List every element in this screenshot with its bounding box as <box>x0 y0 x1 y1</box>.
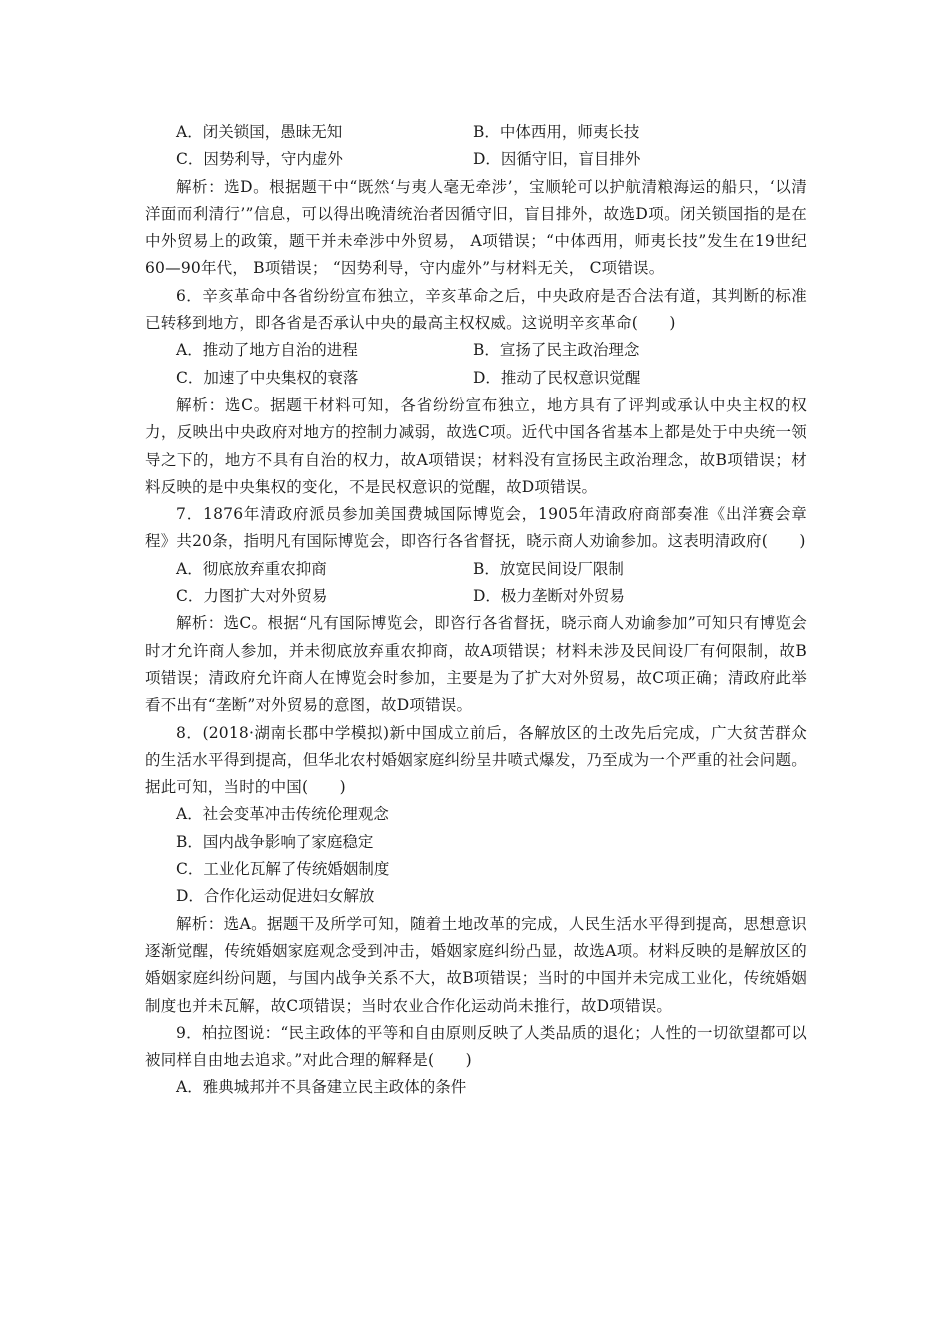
q7-stem: 7．1876年清政府派员参加美国费城国际博览会，1905年清政府商部奏准《出洋赛会章程》共20条，指明凡有国际博览会，即咨行各省督抚，晓示商人劝谕参加。这表明清政府( ) <box>145 505 807 551</box>
q7-options-row-1 <box>145 556 807 583</box>
q7-options-row-2 <box>145 583 807 610</box>
q6-stem: 6．辛亥革命中各省纷纷宣布独立，辛亥革命之后，中央政府是否合法有道，其判断的标准已转移到地方，即各省是否承认中央的最高主权权威。这说明辛亥革命( ) <box>145 286 807 333</box>
q5-option-d: D．因循守旧，盲目排外 <box>473 150 641 169</box>
q7-option-a: A．彻底放弃重农抑商 <box>176 559 327 578</box>
q8-option-a: A．社会变革冲击传统伦理观念 <box>176 805 389 824</box>
q5-option-b: B．中体西用，师夷长技 <box>473 123 640 141</box>
q6-option-b: B．宣扬了民主政治理念 <box>473 341 640 360</box>
q6-analysis: 解析：选C。据题干材料可知，各省纷纷宣布独立，地方具有了评判或承认中央主权的权力，反映出中央政府对地方的控制力减弱，故选C项。近代中国各省基本上都是处于中央统一领导之下的，地方不具有自治的权力，故A项错误；材料没有宣扬民主政治理念，故B项错误；材料反映的是中央集权的变化，不是民权意识的觉醒，故D项错误。 <box>145 395 807 496</box>
q6-option-c: C．加速了中央集权的衰落 <box>176 368 359 387</box>
q6-options-row-1 <box>145 337 807 364</box>
q7-option-b: B．放宽民间设厂限制 <box>473 559 624 578</box>
q8-option-b: B．国内战争影响了家庭稳定 <box>176 832 374 851</box>
q9-option-a: A．雅典城邦并不具备建立民主政体的条件 <box>176 1078 467 1097</box>
q8-option-d: D．合作化运动促进妇女解放 <box>176 887 375 906</box>
q8-stem: 8．(2018·湖南长郡中学模拟)新中国成立前后，各解放区的土改先后完成，广大贫苦群众的生活水平得到提高，但华北农村婚姻家庭纠纷呈井喷式爆发，乃至成为一个严重的社会问题。据此可知，当时的中国( ) <box>145 723 807 797</box>
q7-analysis: 解析：选C。根据“凡有国际博览会，即咨行各省督抚，晓示商人劝谕参加”可知只有博览会时才允许商人参加，并未彻底放弃重农抑商，故A项错误；材料未涉及民间设厂有何限制，故B项错误；清政府允许商人在博览会时参加，主要是为了扩大对外贸易，故C项正确；清政府此举看不出有“垄断”对外贸易的意图，故D项错误。 <box>145 614 807 715</box>
q6-option-d: D．推动了民权意识觉醒 <box>473 368 641 387</box>
q5-options-row-1 <box>145 119 807 146</box>
q6-option-a: A．推动了地方自治的进程 <box>176 341 358 360</box>
q8-option-c: C．工业化瓦解了传统婚姻制度 <box>176 860 390 879</box>
page-content <box>145 119 807 1102</box>
q9-stem: 9．柏拉图说：“民主政体的平等和自由原则反映了人类品质的退化；人性的一切欲望都可以被同样自由地去追求。”对此合理的解释是( ) <box>145 1023 807 1070</box>
q8-analysis: 解析：选A。据题干及所学可知，随着土地改革的完成，人民生活水平得到提高，思想意识逐渐觉醒，传统婚姻家庭观念受到冲击，婚姻家庭纠纷凸显，故选A项。材料反映的是解放区的婚姻家庭纠纷问题，与国内战争关系不大，故B项错误；当时的中国并未完成工业化，传统婚姻制度也并未瓦解，故C项错误；当时农业合作化运动尚未推行，故D项错误。 <box>145 914 807 1015</box>
q5-analysis: 解析：选D。根据题干中“既然‘与夷人毫无牵涉’，宝顺轮可以护航清粮海运的船只，‘以清洋面而利清行’”信息，可以得出晚清统治者因循守旧，盲目排外，故选D项。闭关锁国指的是在中外贸易上的政策，题干并未牵涉中外贸易， A项错误；“中体西用，师夷长技”发生在19世纪60—90年代， B项错误； “因势利导，守内虚外”与材料无关， C项错误。 <box>145 177 807 278</box>
q5-option-a: A．闭关锁国，愚昧无知 <box>176 123 343 141</box>
q7-option-c: C．力图扩大对外贸易 <box>176 587 328 606</box>
q5-option-c: C．因势利导，守内虚外 <box>176 150 343 169</box>
q5-options-row-2 <box>145 146 807 173</box>
q6-options-row-2 <box>145 365 807 392</box>
q7-option-d: D．极力垄断对外贸易 <box>473 587 625 606</box>
